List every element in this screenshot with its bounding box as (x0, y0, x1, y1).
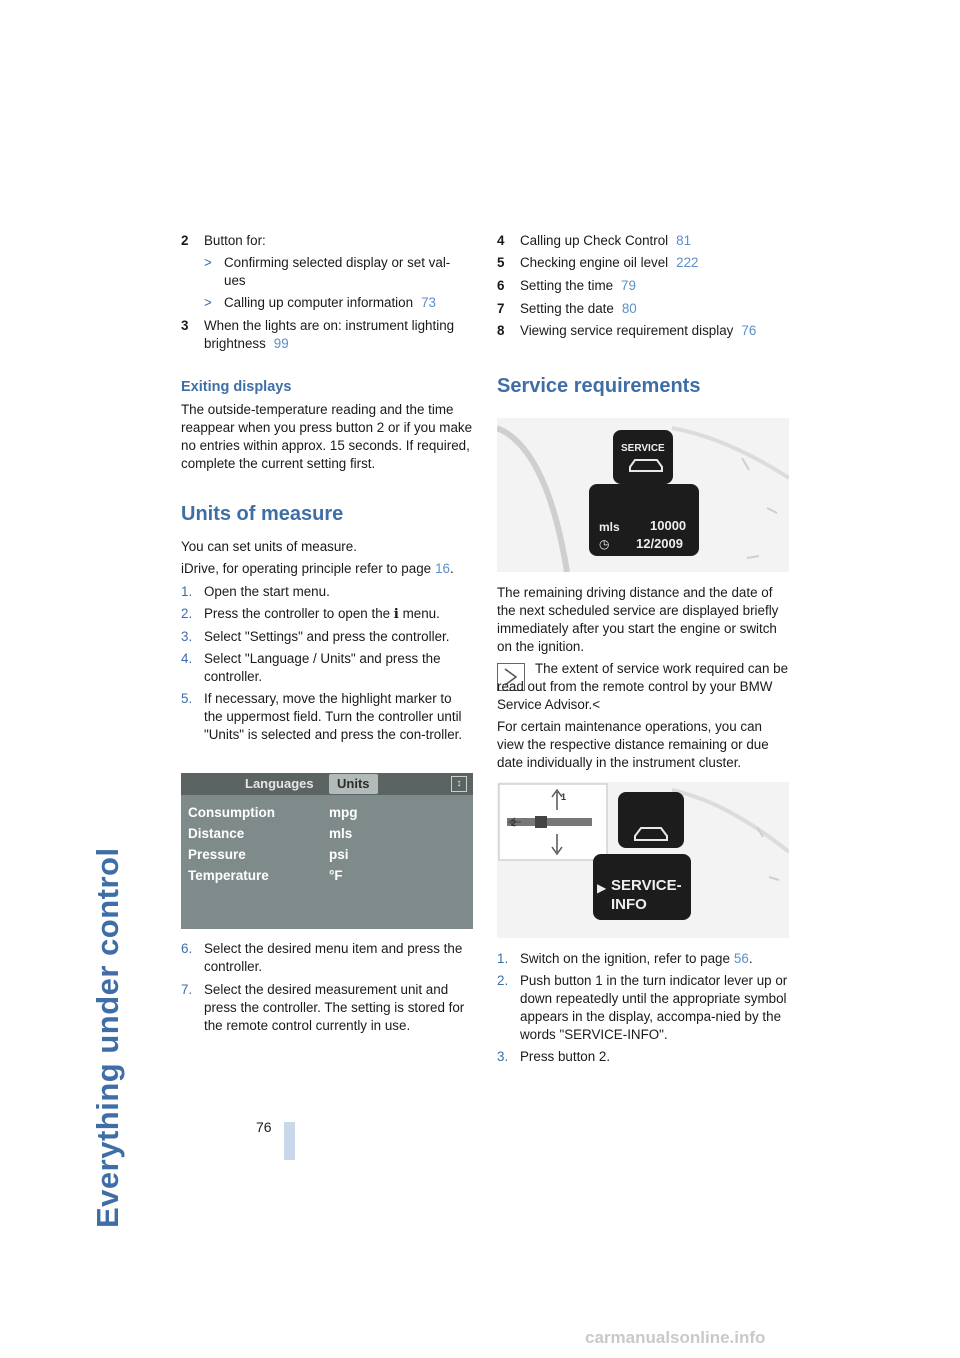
service-info-line2: INFO (611, 896, 647, 913)
paragraph: The outside-temperature reading and the time reappear when you press button 2 or if you make no entries within approx. 15 seconds. If required, complete the current setting first. (181, 402, 473, 471)
page-number: 76 (256, 1119, 272, 1135)
sidebar-chapter-title (90, 228, 150, 1228)
date-value: 12/2009 (636, 536, 683, 551)
list-item: 6 Setting the time 79 (497, 278, 636, 293)
paragraph: For certain maintenance operations, you can view the respective distance remaining or due date individually in the instrument cluster. (497, 719, 769, 770)
tab-units: Units (329, 774, 378, 794)
unit-label: mls (599, 520, 620, 534)
section-heading: Service requirements (497, 375, 701, 397)
menu-item-value: psi (329, 847, 349, 862)
list-item: 1. Switch on the ignition, refer to page 56. (497, 951, 753, 966)
list-item: > Calling up computer information 73 (204, 295, 436, 310)
section-heading: Units of measure (181, 503, 344, 525)
list-item: 8 Viewing service requirement display 76 (497, 323, 757, 338)
scroll-arrows-icon: ↕ (451, 776, 467, 792)
list-item: 4. Select "Language / Units" and press the controller. (181, 651, 441, 684)
menu-item-label: Temperature (188, 868, 269, 883)
page-ref-link[interactable]: 81 (676, 233, 692, 248)
lever-label-2: 2 (511, 818, 517, 828)
list-item: 3. Press button 2. (497, 1049, 611, 1064)
paragraph: The remaining driving distance and the date of the next scheduled service are displayed briefly immediately after you start the engine or switch on the ignition. (497, 585, 779, 654)
watermark: carmanualsonline.info (585, 1328, 766, 1347)
list-item: 5 Checking engine oil level 222 (497, 255, 699, 270)
lever-label-1: 1 (561, 792, 567, 802)
paragraph: iDrive, for operating principle refer to page 16. (181, 561, 454, 576)
menu-item-value: °F (329, 868, 343, 883)
chapter-title-text: Everything under control (90, 847, 125, 1228)
section-heading: Exiting displays (181, 379, 292, 395)
list-item: 1. Open the start menu. (181, 584, 330, 599)
paragraph: You can set units of measure. (181, 539, 357, 554)
service-info-image (497, 782, 789, 938)
menu-item-label: Consumption (188, 805, 275, 820)
menu-item-label: Pressure (188, 847, 246, 862)
menu-header (181, 773, 473, 795)
list-item: 2. Press the controller to open the ℹ menu. (181, 606, 440, 621)
arrow-right-icon: ▶ (597, 881, 607, 895)
page-marker-bar (284, 1122, 295, 1160)
list-item: 2 Button for: (181, 233, 266, 248)
page-ref-link[interactable]: 16 (435, 561, 450, 576)
list-item: 5. If necessary, move the highlight marker to the uppermost field. Turn the controller until "Units" is selected and press the con-troller. (181, 691, 463, 742)
page-ref-link[interactable]: 56 (733, 951, 749, 966)
page-ref-link[interactable]: 80 (621, 301, 637, 316)
list-item: 7. Select the desired measurement unit and press the controller. The setting is stored for the remote control currently in use. (181, 982, 465, 1033)
list-item: > Confirming selected display or set val-ues (204, 255, 451, 288)
list-item: 2. Push button 1 in the turn indicator lever up or down repeatedly until the appropriate symbol appears in the display, accompa-nied by the words "SERVICE-INFO". (497, 973, 788, 1042)
list-item: 6. Select the desired menu item and press the controller. (181, 941, 463, 974)
service-info-line1: SERVICE- (611, 877, 682, 894)
menu-item-value: mpg (329, 805, 358, 820)
units-menu-screenshot (181, 773, 473, 929)
page-ref-link[interactable]: 76 (741, 323, 757, 338)
service-label: SERVICE (621, 443, 665, 454)
page-ref-link[interactable]: 222 (676, 255, 699, 270)
note-paragraph: The extent of service work required can be read out from the remote control by your BMW Service Advisor.< (497, 661, 789, 712)
list-item: 4 Calling up Check Control 81 (497, 233, 692, 248)
service-display-image (497, 418, 789, 572)
menu-item-value: mls (329, 826, 353, 841)
service-info-graphic (497, 782, 789, 938)
list-item: 3 When the lights are on: instrument lighting brightness 99 (181, 318, 455, 351)
clock-icon: ◷ (599, 537, 610, 551)
page-ref-link[interactable]: 79 (621, 278, 636, 293)
page-ref-link[interactable]: 73 (421, 295, 436, 310)
tab-languages: Languages (245, 776, 314, 791)
distance-value: 10000 (650, 518, 687, 533)
list-item: 7 Setting the date 80 (497, 301, 637, 316)
list-item: 3. Select "Settings" and press the controller. (181, 629, 450, 644)
page-ref-link[interactable]: 99 (273, 336, 289, 351)
menu-item-label: Distance (188, 826, 245, 841)
